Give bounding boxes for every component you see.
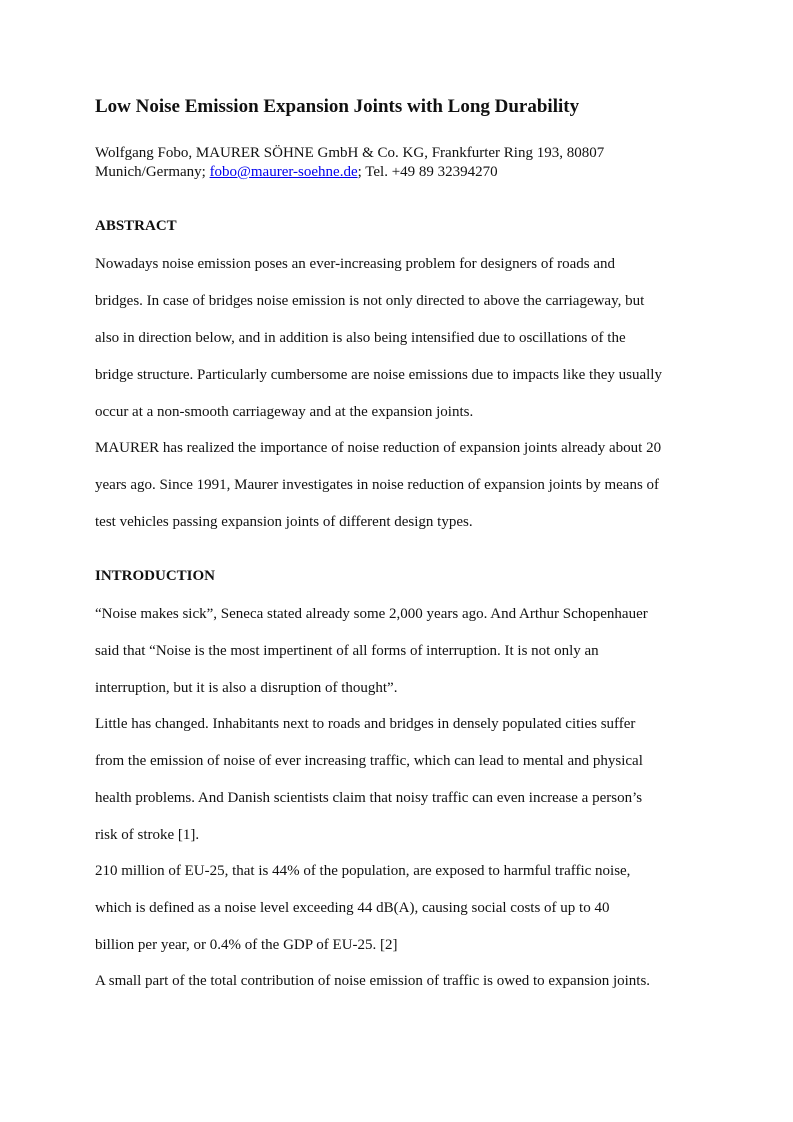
introduction-line: said that “Noise is the most impertinent of all forms of interruption. It is not only an [95,643,599,659]
abstract-line: bridge structure. Particularly cumbersome are noise emissions due to impacts like they usually [95,367,662,383]
author-contact-line [95,163,604,182]
introduction-line: which is defined as a noise level exceeding 44 dB(A), causing social costs of up to 40 [95,900,610,916]
abstract-line: occur at a non-smooth carriageway and at the expansion joints. [95,404,474,420]
introduction-line: “Noise makes sick”, Seneca stated already some 2,000 years ago. And Arthur Schopenhauer [95,606,648,622]
introduction-line: risk of stroke [1]. [95,827,200,843]
introduction-line: 210 million of EU-25, that is 44% of the population, are exposed to harmful traffic noise, [95,863,631,879]
author-affiliation-line: Wolfgang Fobo, MAURER SÖHNE GmbH & Co. KG, Frankfurter Ring 193, 80807 [95,145,605,161]
introduction-line: Little has changed. Inhabitants next to roads and bridges in densely populated cities suffer [95,716,636,732]
author-block [95,144,604,181]
introduction-heading: INTRODUCTION [95,568,216,584]
introduction-line: billion per year, or 0.4% of the GDP of EU-25. [2] [95,937,398,953]
author-email-link[interactable]: fobo@maurer-soehne.de [209,163,358,180]
abstract-line: Nowadays noise emission poses an ever-increasing problem for designers of roads and [95,256,615,272]
abstract-heading: ABSTRACT [95,218,177,234]
introduction-line: from the emission of noise of ever increasing traffic, which can lead to mental and physical [95,753,643,769]
abstract-line: bridges. In case of bridges noise emission is not only directed to above the carriageway, but [95,293,645,309]
author-location: Munich/Germany; [95,163,210,180]
introduction-line: A small part of the total contribution of noise emission of traffic is owed to expansion joints. [95,973,651,989]
introduction-line: interruption, but it is also a disruption of thought”. [95,680,398,696]
paper-title: Low Noise Emission Expansion Joints with Long Durability [95,96,580,117]
introduction-line: health problems. And Danish scientists claim that noisy traffic can even increase a person’s [95,790,643,806]
abstract-line: years ago. Since 1991, Maurer investigates in noise reduction of expansion joints by means of [95,477,660,493]
abstract-line: MAURER has realized the importance of noise reduction of expansion joints already about 20 [95,440,662,456]
author-phone: ; Tel. +49 89 32394270 [357,163,498,180]
abstract-line: test vehicles passing expansion joints of different design types. [95,514,473,530]
abstract-line: also in direction below, and in addition is also being intensified due to oscillations of the [95,330,626,346]
